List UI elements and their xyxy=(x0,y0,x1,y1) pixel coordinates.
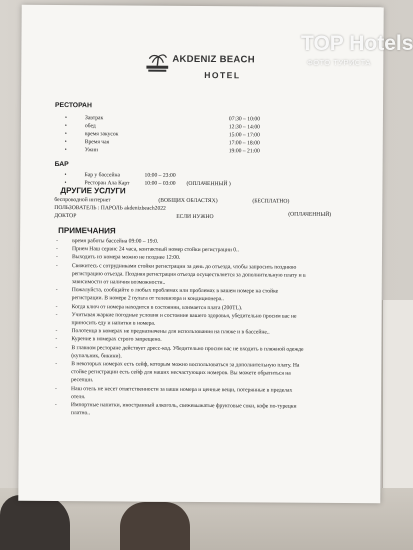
right-shoe xyxy=(120,502,190,550)
note-line: Наш отель не несет ответственности за ваши номера и ценные вещи, потерянные в пределах xyxy=(71,385,293,394)
bar-item-label: Бар у бассейна xyxy=(84,172,120,179)
note-dash-icon: - xyxy=(55,385,57,392)
restaurant-item-label: Время чая xyxy=(84,139,110,146)
note-dash-icon: - xyxy=(55,344,58,351)
hotel-name: AKDENIZ BEACH xyxy=(172,53,255,66)
wifi-area: (ВОБЩИХ ОБЛАСТЯХ) xyxy=(158,197,218,205)
note-dash-icon: - xyxy=(55,262,58,269)
left-shoe xyxy=(0,495,70,550)
note-dash-icon: - xyxy=(55,303,58,310)
note-line: В главном ресторане действует дресс-код. Убедительно просим вас не входить в пляжной одежде xyxy=(71,344,304,353)
restaurant-heading: РЕСТОРАН xyxy=(55,101,92,110)
services-heading: ДРУГИЕ УСЛУГИ xyxy=(60,186,126,196)
note-dash-icon: - xyxy=(55,311,58,318)
bullet-icon: • xyxy=(64,131,67,138)
note-line: отеля. xyxy=(70,393,86,400)
watermark-tagline: ФОТО ТУРИСТА xyxy=(307,58,371,67)
note-dash-icon: - xyxy=(56,237,58,245)
restaurant-item-label: Завтрак xyxy=(84,115,104,122)
bar-item-time: 10:00 – 23:00 xyxy=(144,172,176,179)
bullet-icon: • xyxy=(64,115,67,122)
note-dash-icon: - xyxy=(54,401,57,408)
doctor-when: ЕСЛИ НУЖНО xyxy=(176,213,214,221)
note-line: Когда ключ от номера находится в состоянии, взимается плата (200TL). xyxy=(71,303,243,311)
hotel-subtitle: HOTEL xyxy=(204,70,241,81)
note-line: регистрации. В номере 2 пульта от телевизора и кондиционера.. xyxy=(71,295,224,303)
wifi-credentials: ПОЛЬЗОВАТЕЛЬ : ПАРОЛЬ akdenizbeach2022 xyxy=(54,204,166,212)
doctor-price: (ОПЛАЧЕННЫЙ) xyxy=(288,211,332,218)
document-sheet xyxy=(18,5,383,504)
restaurant-item-label: обед xyxy=(84,123,96,130)
bullet-icon: • xyxy=(64,139,67,146)
note-line: платно.. xyxy=(70,410,91,417)
wifi-label: беспроводной интернет xyxy=(54,196,111,204)
watermark xyxy=(297,28,413,78)
restaurant-item-label: время закусок xyxy=(84,131,119,138)
bullet-icon: • xyxy=(64,147,67,154)
bullet-icon: • xyxy=(64,180,67,187)
note-line: Пожалуйста, сообщайте о любых проблемах или проблемах в вашем номере на стойке xyxy=(71,287,279,295)
bar-item-label: Ресторан Ала Карт xyxy=(84,180,130,187)
note-line: В некоторых номерах есть сейф, которым можно воспользоваться за дополнительную плату. На xyxy=(71,361,300,369)
bar-item-time: 10:00 – 03:00 xyxy=(144,180,176,187)
restaurant-item-time: 12:30 – 14:00 xyxy=(228,124,260,131)
restaurant-item-time: 15:00 – 17:00 xyxy=(228,132,260,139)
note-line: Учитывая жаркие погодные условия и состояние вашего здоровья, убедительно просим вас не xyxy=(71,311,297,320)
bullet-icon: • xyxy=(64,123,67,130)
note-line: Выходить из номера можно не позднее 12:00. xyxy=(71,254,181,262)
note-line: (купальник, бикини). xyxy=(71,352,122,360)
note-line: время работы бассейна 09:00 – 19:0. xyxy=(72,238,159,245)
note-line: зависимости от наличия возможности.. xyxy=(71,279,166,286)
restaurant-item-time: 07:30 – 10:00 xyxy=(228,116,261,123)
note-line: Курение в номерах строго запрещено. xyxy=(71,336,162,344)
note-dash-icon: - xyxy=(55,360,58,367)
bullet-icon: • xyxy=(64,172,67,179)
hotel-logo xyxy=(146,50,286,95)
watermark-brand: TOP Hotels xyxy=(301,32,413,55)
note-dash-icon: - xyxy=(55,287,58,294)
bar-heading: БАР xyxy=(54,160,69,169)
palm-tree-icon xyxy=(146,52,168,74)
wifi-price: (БЕСПЛАТНО) xyxy=(252,198,290,205)
note-line: Полотенца в номерах не предназначены для использования на пляже и в бассейне.. xyxy=(71,328,270,336)
note-line: Прием Наш сервис 24 часа, контактный номер стойки регистрации 0.. xyxy=(72,246,239,254)
bar-item-note: (ОПЛАЧЕННЫЙ ) xyxy=(186,180,231,188)
restaurant-item-time: 17:00 – 18:00 xyxy=(228,140,260,147)
note-line: приносить еду и напитки в номера. xyxy=(71,320,156,327)
note-dash-icon: - xyxy=(55,336,58,343)
note-dash-icon: - xyxy=(56,246,58,253)
note-dash-icon: - xyxy=(55,254,58,261)
note-line: регистрацию отъезда. Поздняя регистрация отъезда осуществляется за дополнительную плату и в xyxy=(71,270,306,279)
note-dash-icon: - xyxy=(55,328,58,335)
note-line: Импортные напитки, иностранный алкоголь, свежевыжатые фруктовые соки, кофе по-турецки xyxy=(70,402,297,410)
doctor-label: ДОКТОР xyxy=(54,212,77,220)
restaurant-item-time: 19:00 – 21:00 xyxy=(228,148,260,155)
restaurant-item-label: Ужин xyxy=(84,147,99,154)
note-line: стойке регистрации есть сейф для наших несчастующих номеров. Вы можете обратиться на xyxy=(71,369,291,377)
notes-heading: ПРИМЕЧАНИЯ xyxy=(58,226,116,236)
note-line: Свяжитесь с сотрудниками стойки регистрации за день до отъезда, чтобы запросить позднюю xyxy=(71,262,297,271)
note-line: ресепшн. xyxy=(71,377,94,384)
